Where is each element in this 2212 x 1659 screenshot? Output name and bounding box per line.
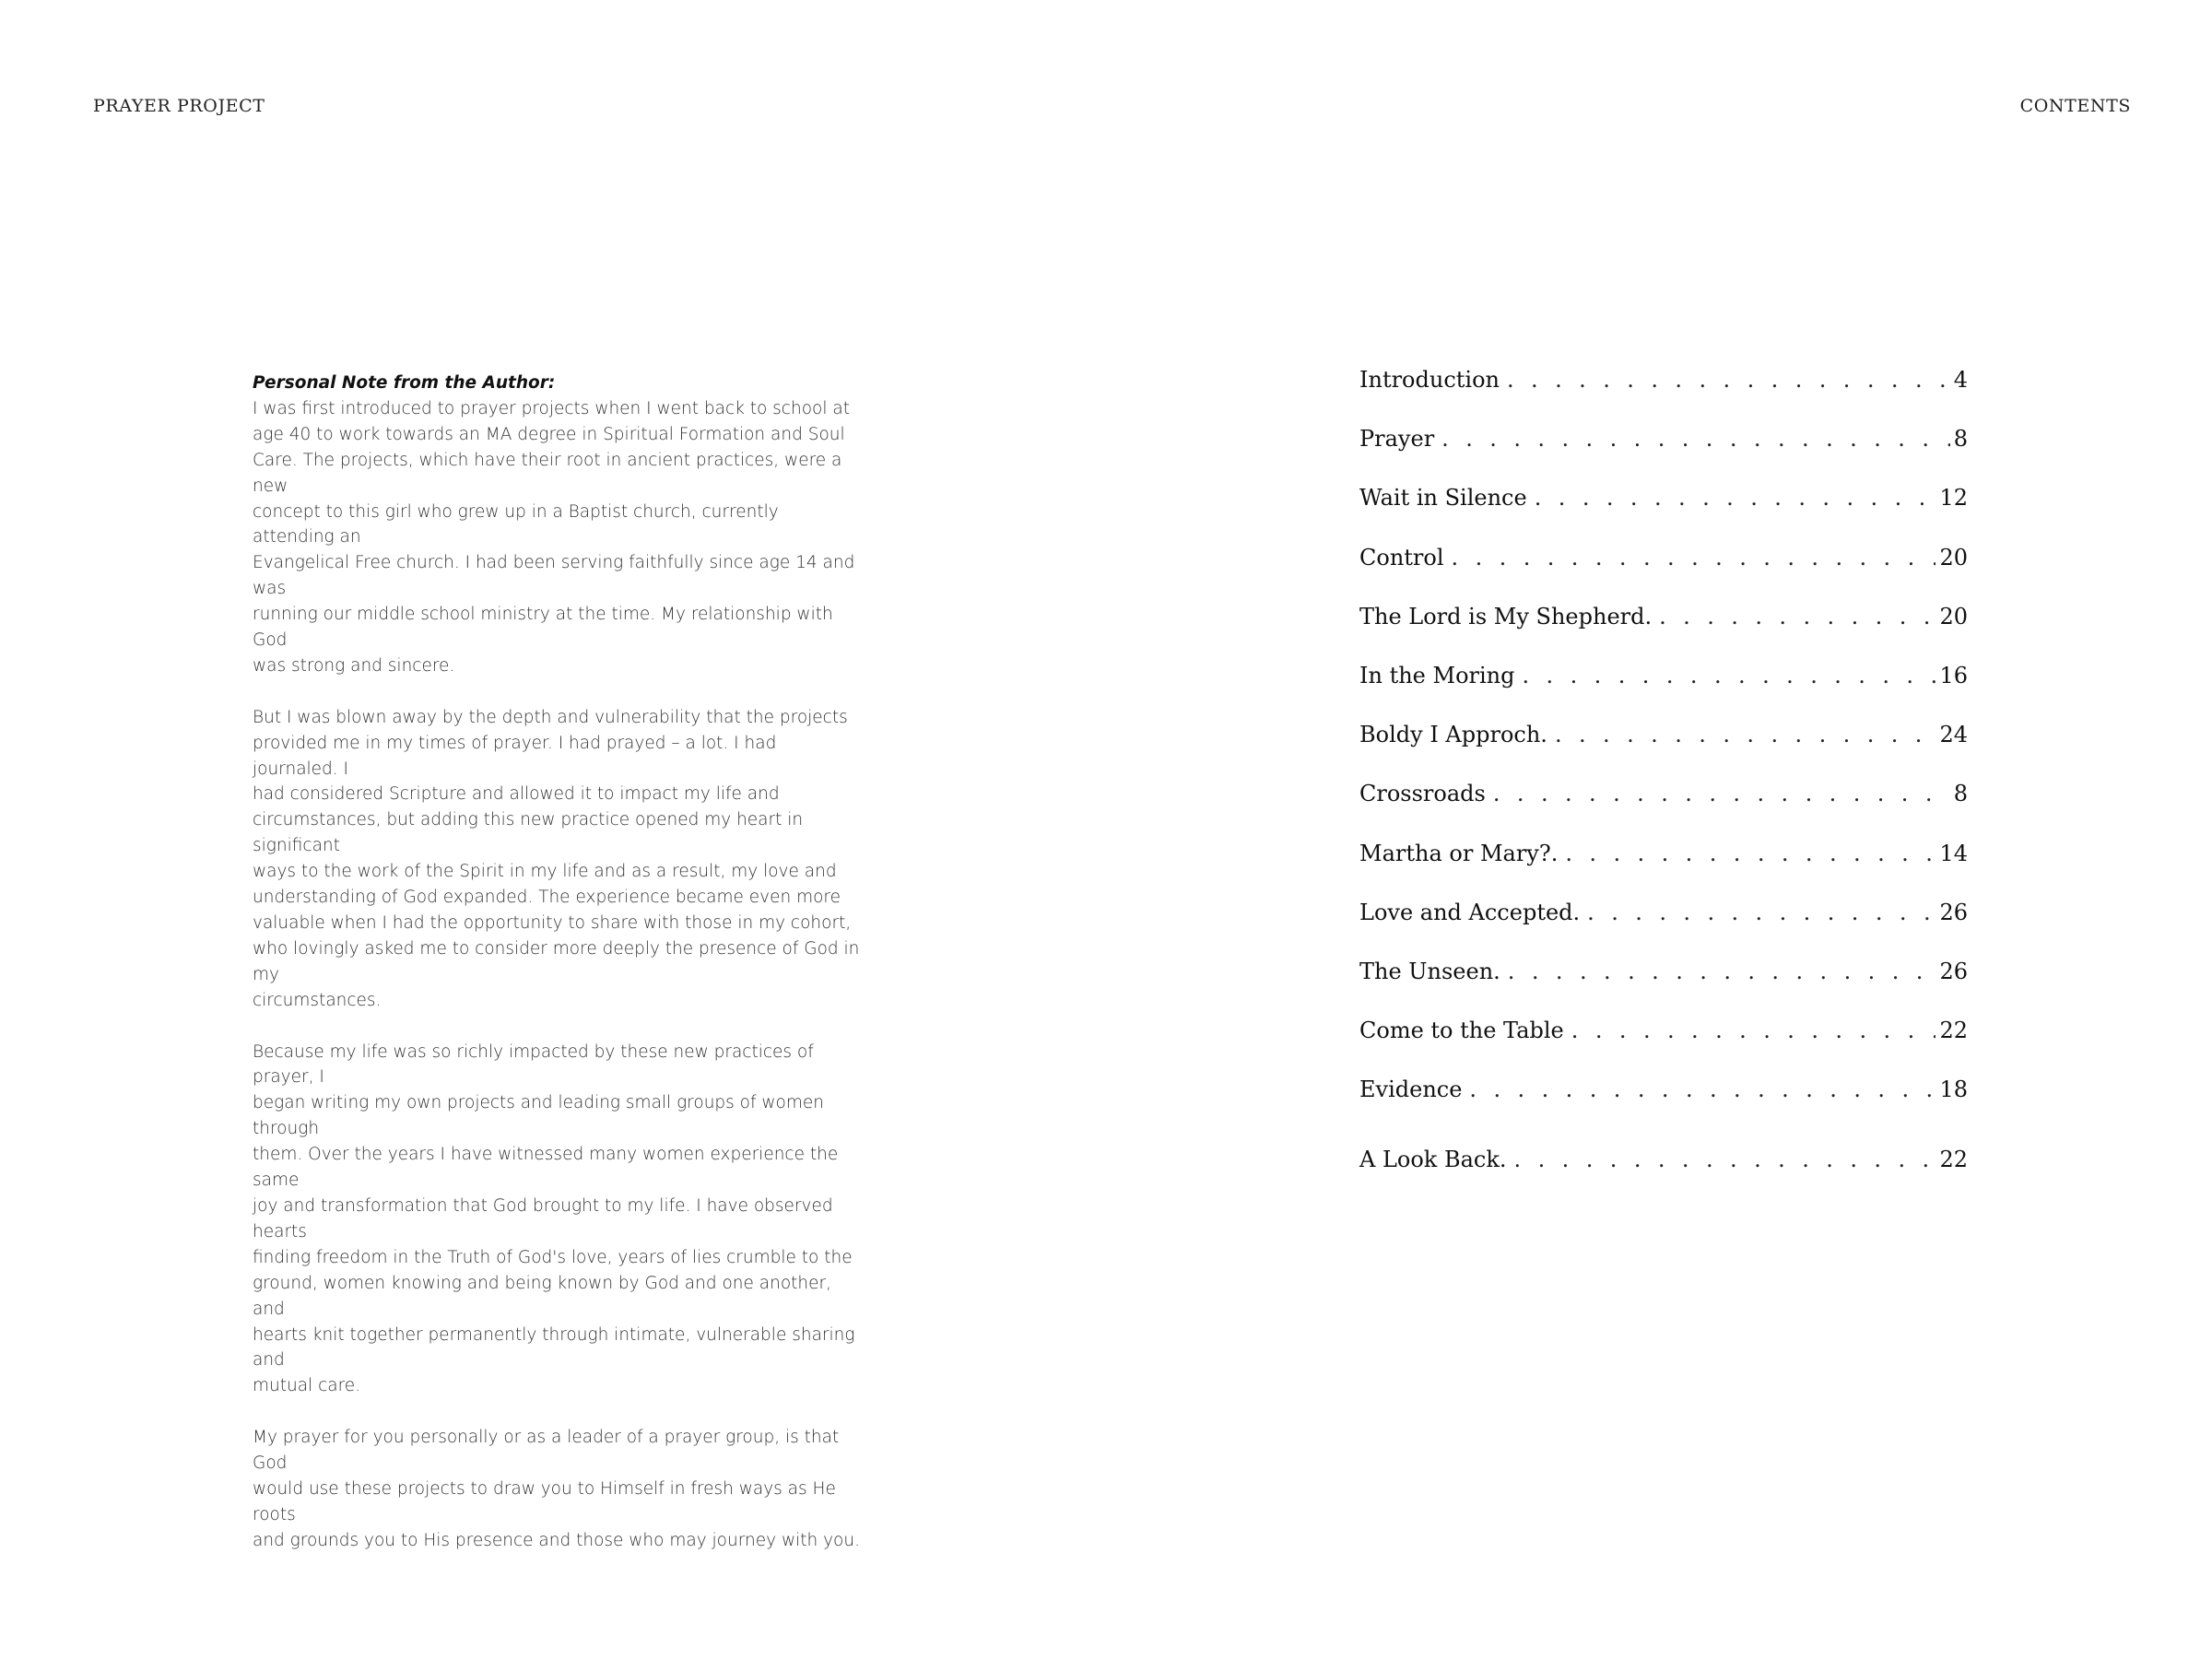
toc-leader-dots: [1493, 781, 1950, 806]
toc-entry-page: 26: [1939, 899, 1968, 925]
toc-entry-page: 8: [1953, 781, 1968, 807]
toc-entry-title: Come to the Table: [1359, 1018, 1564, 1044]
toc-entry-page: 4: [1953, 367, 1968, 393]
toc-entry-page: 18: [1939, 1077, 1968, 1103]
running-header-left: PRAYER PROJECT: [93, 96, 265, 116]
note-paragraph: My prayer for you personally or as a leader of a prayer group, is that God would use these projects to draw you to Himself in fresh ways as He roots and grounds you to His presence and those who may journey with you.: [253, 1428, 860, 1550]
toc-entry-title: Boldy I Approch.: [1359, 722, 1547, 748]
toc-entry[interactable]: [1359, 1147, 1968, 1206]
running-header-right: CONTENTS: [2019, 96, 2131, 116]
note-paragraph: Because my life was so richly impacted by these new practices of prayer, I began writing my own projects and leading small groups of women through them. Over the years I have witnessed many women experience the same joy and transformation that God brought to my life. I have observed hearts finding freedom in the Truth of God's love, years of lies crumble to the ground, women knowing and being known by God and one another, and hearts knit together permanently through intimate, vulnerable sharing and mutual care.: [253, 1041, 855, 1396]
author-note: [253, 371, 861, 1580]
note-paragraph: But I was blown away by the depth and vulnerability that the projects provided me in my times of prayer. I had prayed – a lot. I had journaled. I had considered Scripture and allowed it to impact my life and circumstances, but adding this new practice opened my heart in significant ways to the work of the Spirit in my life and as a result, my love and understanding of God expanded. The experience became even more valuable when I had the opportunity to share with those in my cohort, who lovingly asked me to consider more deeply the presence of God in my circumstances.: [253, 707, 860, 1010]
toc-entry-title: Love and Accepted.: [1359, 899, 1581, 925]
toc-leader-dots: [1523, 663, 1936, 688]
toc-entry[interactable]: [1359, 485, 1968, 544]
toc-entry[interactable]: [1359, 545, 1968, 604]
toc-leader-dots: [1571, 1018, 1936, 1043]
table-of-contents: [1359, 367, 1968, 1206]
toc-entry-title: Martha or Mary?.: [1359, 840, 1559, 866]
toc-leader-dots: [1565, 841, 1936, 866]
toc-entry-page: 14: [1939, 840, 1968, 866]
toc-entry-page: 24: [1939, 722, 1968, 748]
toc-leader-dots: [1555, 722, 1936, 747]
toc-entry-page: 22: [1939, 1147, 1968, 1173]
toc-leader-dots: [1469, 1077, 1936, 1102]
toc-entry[interactable]: [1359, 722, 1968, 781]
toc-entry-title: The Unseen.: [1359, 958, 1500, 984]
toc-entry-page: 20: [1939, 603, 1968, 629]
toc-entry-title: Wait in Silence: [1359, 485, 1527, 512]
toc-leader-dots: [1587, 900, 1936, 925]
toc-entry[interactable]: [1359, 663, 1968, 722]
toc-entry-page: 12: [1939, 485, 1968, 512]
toc-entry-title: In the Moring: [1359, 662, 1515, 688]
toc-leader-dots: [1507, 367, 1950, 393]
note-paragraph: I was first introduced to prayer projects when I went back to school at age 40 to work towards an MA degree in Spiritual Formation and Soul Care. The projects, which have their root in ancient practices, were a new concept to this girl who grew up in a Baptist church, currently attending an Evangelical Free church. I had been serving faithfully since age 14 and was running our middle school ministry at the time. My relationship with God was strong and sincere.: [253, 398, 855, 676]
toc-entry-title: Control: [1359, 544, 1444, 571]
toc-leader-dots: [1508, 959, 1936, 984]
toc-entry-page: 16: [1939, 662, 1968, 688]
toc-entry-page: 26: [1939, 958, 1968, 984]
toc-entry-page: 8: [1953, 426, 1968, 453]
toc-entry-title: Crossroads: [1359, 781, 1486, 807]
toc-entry[interactable]: [1359, 1018, 1968, 1077]
toc-entry-page: 22: [1939, 1018, 1968, 1044]
toc-leader-dots: [1452, 545, 1936, 571]
toc-entry[interactable]: [1359, 959, 1968, 1018]
toc-entry-title: Evidence: [1359, 1077, 1463, 1103]
toc-entry[interactable]: [1359, 900, 1968, 959]
toc-entry[interactable]: [1359, 426, 1968, 485]
toc-entry-title: Introduction: [1359, 367, 1500, 393]
toc-entry[interactable]: [1359, 367, 1968, 426]
toc-leader-dots: [1659, 604, 1936, 629]
toc-entry-title: Prayer: [1359, 426, 1435, 453]
toc-entry-title: The Lord is My Shepherd.: [1359, 603, 1653, 629]
toc-entry[interactable]: [1359, 841, 1968, 900]
toc-entry[interactable]: [1359, 604, 1968, 663]
note-title: Personal Note from the Author:: [253, 373, 556, 393]
toc-entry-page: 20: [1939, 544, 1968, 571]
toc-entry[interactable]: [1359, 1077, 1968, 1135]
toc-leader-dots: [1535, 485, 1936, 511]
toc-entry-title: A Look Back.: [1359, 1147, 1507, 1173]
toc-leader-dots: [1514, 1147, 1936, 1172]
toc-leader-dots: [1441, 426, 1950, 452]
toc-entry[interactable]: [1359, 781, 1968, 840]
